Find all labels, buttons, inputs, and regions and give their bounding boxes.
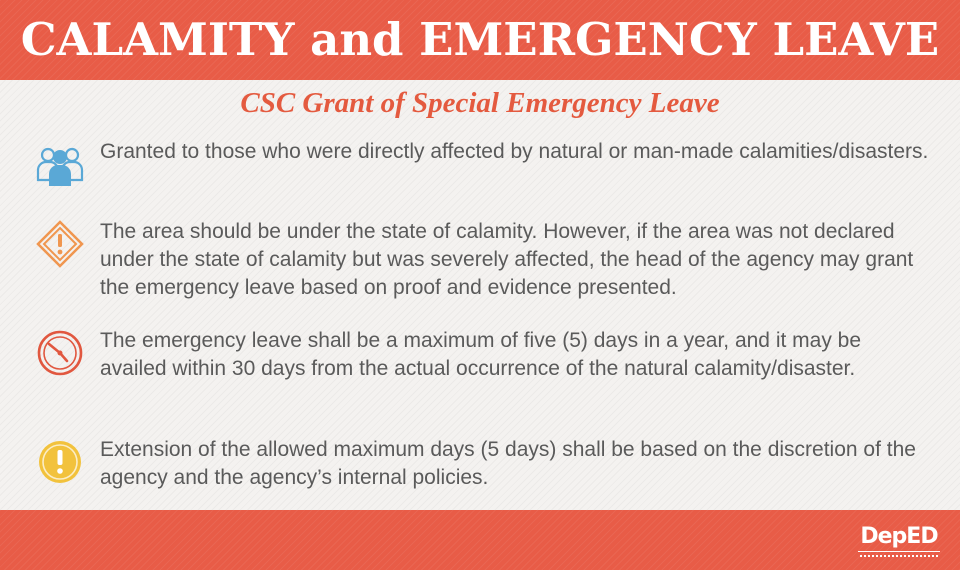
- page-subtitle: CSC Grant of Special Emergency Leave: [240, 87, 720, 119]
- header-band: [0, 0, 960, 80]
- deped-logo: [858, 522, 940, 562]
- logo-text: DepED: [860, 524, 938, 549]
- page-title: CALAMITY and EMERGENCY LEAVE: [20, 13, 940, 66]
- logo-tagline-mark: [860, 555, 938, 557]
- item-text: Extension of the allowed maximum days (5 days) shall be based on the discretion of the agency and the agency’s internal policies.: [100, 438, 916, 489]
- item-text: The emergency leave shall be a maximum of five (5) days in a year, and it may be availed within 30 days from the actual occurrence of the natural calamity/disaster.: [100, 329, 862, 380]
- warning-diamond-icon: [36, 220, 84, 268]
- people-group-icon: [36, 140, 84, 188]
- footer-band: [0, 510, 960, 570]
- item-text: Granted to those who were directly affected by natural or man-made calamities/disasters.: [100, 140, 929, 163]
- item-text: The area should be under the state of calamity. However, if the area was not declared under the state of calamity but was severely affected, the head of the agency may grant the emergency leave based on proof and evidence presented.: [100, 220, 914, 299]
- exclamation-circle-icon: [36, 438, 84, 486]
- clock-icon: [36, 329, 84, 377]
- logo-divider: [858, 551, 940, 552]
